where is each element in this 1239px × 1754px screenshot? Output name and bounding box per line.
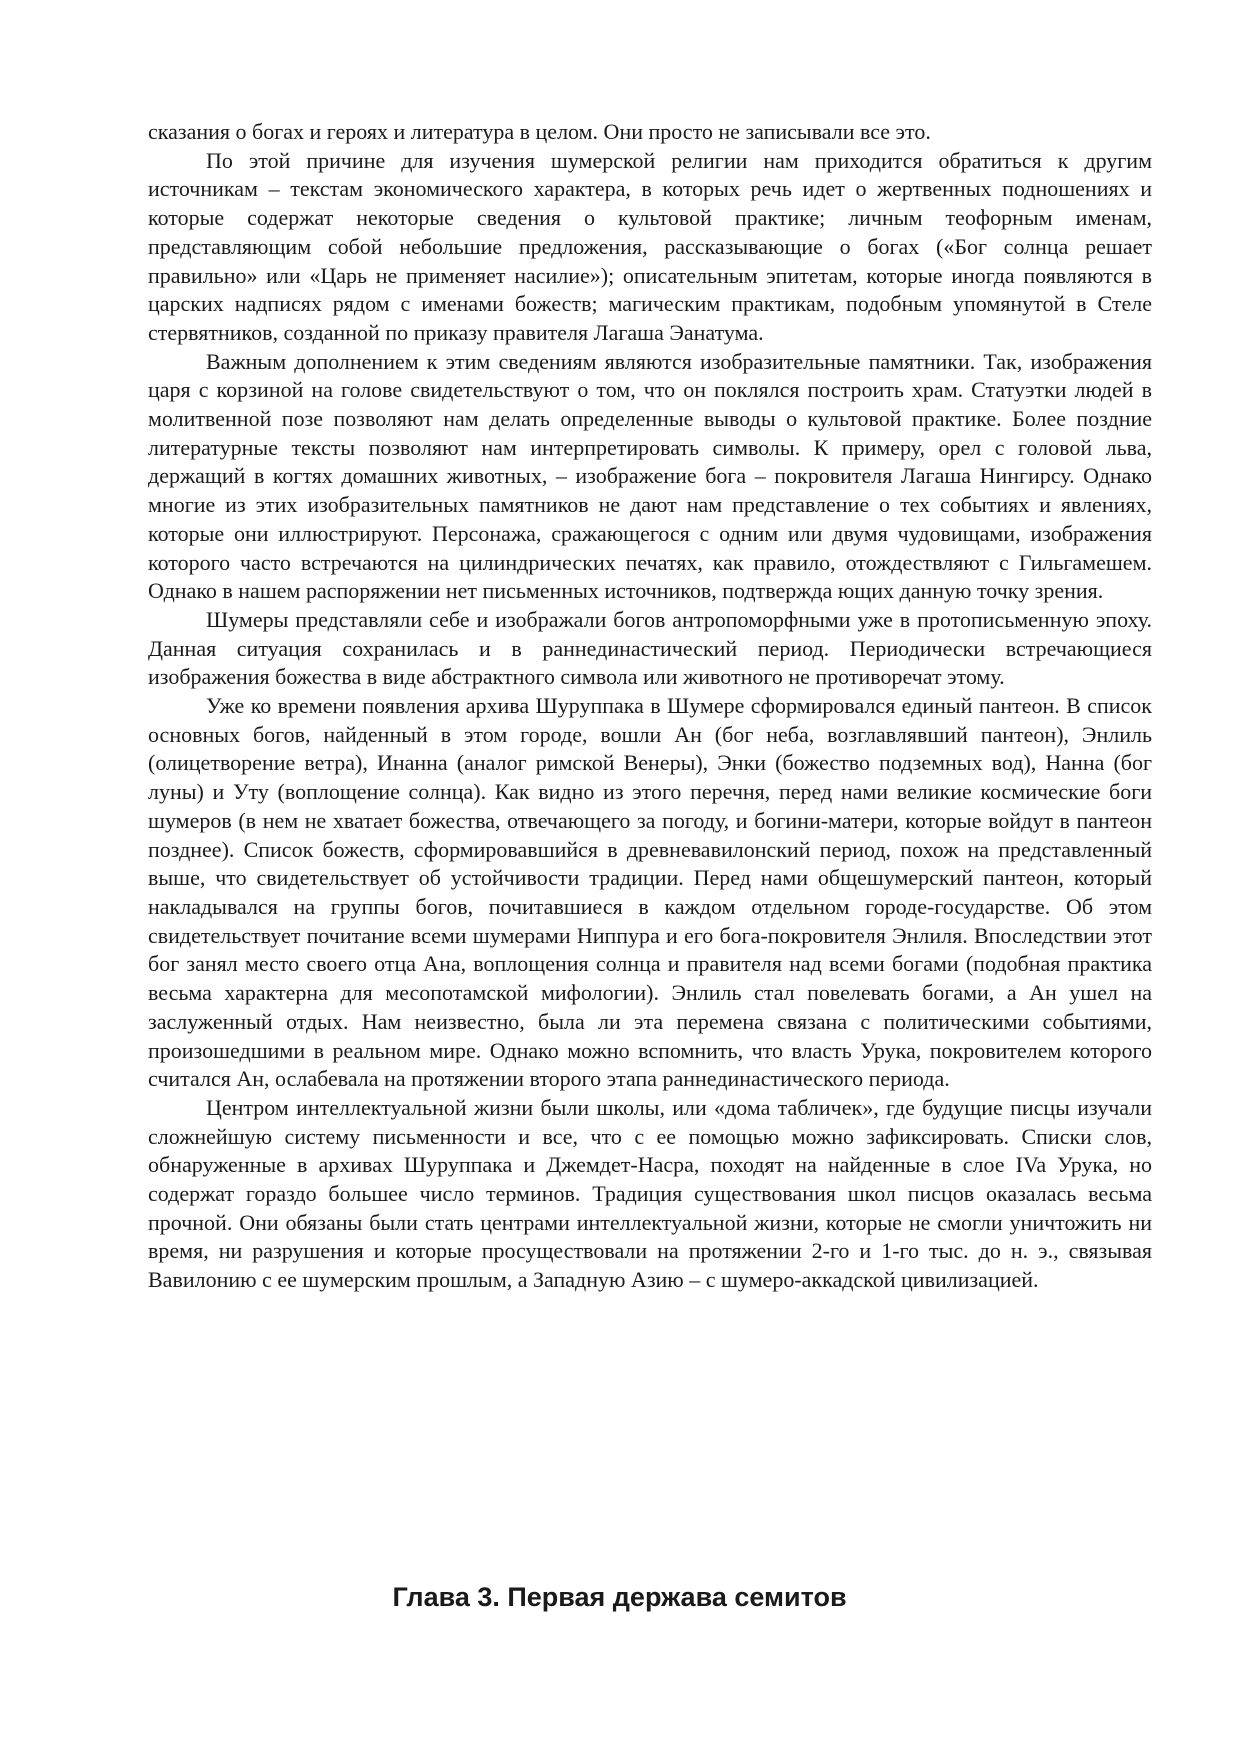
paragraph-4: Шумеры представляли себе и изображали богов антропоморфными уже в протописьменную эпоху. Данная ситуация сохранилась и в раннединастический период. Периодически встречающиеся изображения божества в виде абстрактного символа или животного не противоречат этому. — [148, 606, 1152, 690]
document-body — [148, 118, 1152, 1295]
chapter-heading: Глава 3. Первая держава семитов — [392, 1582, 847, 1612]
paragraph-3: Важным дополнением к этим сведениям являются изобразительные памятники. Так, изображения царя с корзиной на голове свидетельствуют о том, что он поклялся построить храм. Статуэтки людей в молитвенной позе позволяют нам делать определенные выводы о культовой практике. Более поздние литературные тексты позволяют нам интерпретировать символы. К примеру, орел с головой льва, держащий в когтях домашних животных, – изображение бога – покровителя Лагаша Нингирсу. Однако многие из этих изобразительных памятников не дают нам представление о тех событиях и явлениях, которые они иллюстрируют. Персонажа, сражающегося с одним или двумя чудовищами, изображения которого часто встречаются на цилиндрических печатях, как правило, отождествляют с Гильгамешем. Однако в нашем распоряжении нет письменных источников, подтвержда ющих данную точку зрения. — [148, 348, 1152, 604]
paragraph-5: Уже ко времени появления архива Шуруппака в Шумере сформировался единый пантеон. В список основных богов, найденный в этом городе, вошли Ан (бог неба, возглавлявший пантеон), Энлиль (олицетворение ветра), Инанна (аналог римской Венеры), Энки (божество подземных вод), Нанна (бог луны) и Уту (воплощение солнца). Как видно из этого перечня, перед нами великие космические боги шумеров (в нем не хватает божества, отвечающего за погоду, и богини-матери, которые войдут в пантеон позднее). Список божеств, сформировавшийся в древневавилонский период, похож на представленный выше, что свидетельствует об устойчивости традиции. Перед нами общешумерский пантеон, который накладывался на группы богов, почитавшиеся в каждом отдельном городе-государстве. Об этом свидетельствует почитание всеми шумерами Ниппура и его бога-покровителя Энлиля. Впоследствии этот бог занял место своего отца Ана, воплощения солнца и правителя над всеми богами (подобная практика весьма характерна для месопотамской мифологии). Энлиль стал повелевать богами, а Ан ушел на заслуженный отдых. Нам неизвестно, была ли эта перемена связана с политическими событиями, произошедшими в реальном мире. Однако можно вспомнить, что власть Урука, покровителем которого считался Ан, ослабевала на протяжении второго этапа раннединастического периода. — [148, 693, 1152, 1092]
paragraph-1: сказания о богах и героях и литература в целом. Они просто не записывали все это. — [148, 119, 931, 144]
paragraph-6: Центром интеллектуальной жизни были школы, или «дома табличек», где будущие писцы изучали сложнейшую систему письменности и все, что с ее помощью можно зафиксировать. Списки слов, обнаруженные в архивах Шуруппака и Джемдет-Насра, походят на найденные в слое IVa Урука, но содержат гораздо большее число терминов. Традиция существования школ писцов оказалась весьма прочной. Они обязаны были стать центрами интеллектуальной жизни, которые не смогли уничтожить ни время, ни разрушения и которые просуществовали на протяжении 2-го и 1-го тыс. до н. э., связывая Вавилонию с ее шумерским прошлым, а Западную Азию – с шумеро-аккадской цивилизацией. — [148, 1094, 1152, 1293]
paragraph-2: По этой причине для изучения шумерской религии нам приходится обратиться к другим источникам – текстам экономического характера, в которых речь идет о жертвенных подношениях и которые содержат некоторые сведения о культовой практике; личным теофорным именам, представляющим собой небольшие предложения, рассказывающие о богах («Бог солнца решает правильно» или «Царь не применяет насилие»); описательным эпитетам, которые иногда появляются в царских надписях рядом с именами божеств; магическим практикам, подобным упомянутой в Стеле стервятников, созданной по приказу правителя Лагаша Эанатума. — [148, 147, 1152, 345]
